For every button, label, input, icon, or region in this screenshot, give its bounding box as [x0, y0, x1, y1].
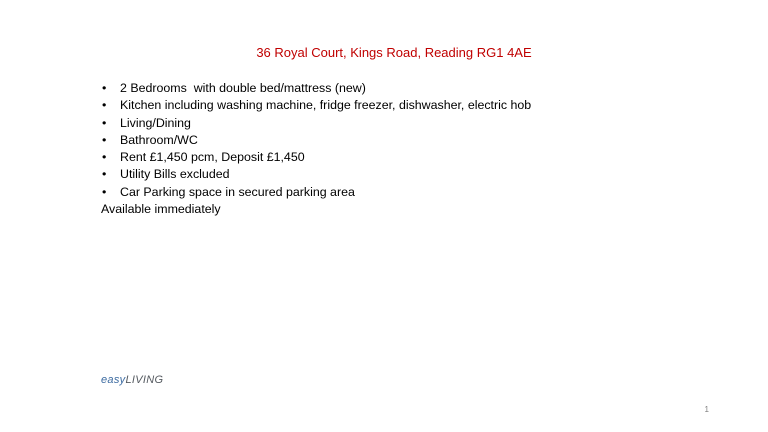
- list-item-text: Utility Bills excluded: [120, 167, 230, 182]
- bullet-icon: •: [102, 132, 107, 147]
- list-item-text: 2 Bedrooms with double bed/mattress (new): [120, 81, 366, 95]
- list-item-text: Rent £1,450 pcm, Deposit £1,450: [120, 150, 305, 165]
- slide-content: [101, 80, 701, 218]
- bullet-icon: •: [102, 98, 107, 113]
- list-item: [101, 184, 701, 201]
- list-item-text: Living/Dining: [120, 115, 191, 130]
- list-item: [101, 115, 701, 132]
- bullet-icon: •: [102, 81, 107, 95]
- bullet-icon: •: [102, 184, 107, 199]
- page-number: 1: [704, 405, 709, 414]
- brand-logo: [101, 372, 163, 388]
- bullet-icon: •: [102, 167, 107, 182]
- bullet-icon: •: [102, 115, 107, 130]
- bullet-icon: •: [102, 150, 107, 165]
- logo-part-living: LIVING: [125, 374, 164, 386]
- logo-part-easy: easy: [101, 374, 126, 386]
- list-item-text: Car Parking space in secured parking area: [120, 184, 355, 199]
- list-item-text: Kitchen including washing machine, fridge freezer, dishwasher, electric hob: [120, 98, 532, 113]
- list-item: [101, 132, 701, 149]
- list-item-text: Bathroom/WC: [120, 132, 198, 147]
- list-item: [101, 149, 701, 166]
- availability-text: Available immediately: [101, 202, 221, 217]
- list-item: [101, 166, 701, 183]
- list-item: [101, 80, 701, 97]
- slide-title: 36 Royal Court, Kings Road, Reading RG1 4AE: [256, 45, 532, 60]
- feature-list: [101, 80, 701, 201]
- list-item: [101, 97, 701, 114]
